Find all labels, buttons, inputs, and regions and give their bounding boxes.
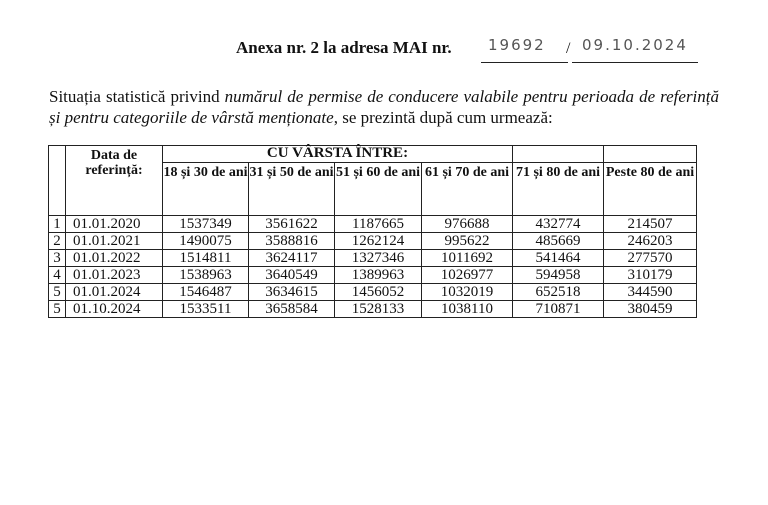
count-cell: 1533511: [163, 301, 249, 318]
intro-paragraph: [49, 86, 719, 128]
count-cell: 310179: [604, 267, 697, 284]
count-cell: 3640549: [249, 267, 335, 284]
count-cell: 1032019: [422, 284, 513, 301]
reference-date-cell: 01.01.2023: [66, 267, 163, 284]
age-column-header: 18 și 30 de ani: [163, 163, 249, 216]
count-cell: 1456052: [335, 284, 422, 301]
row-index: 1: [49, 216, 66, 233]
count-cell: 380459: [604, 301, 697, 318]
intro-text-end: , se prezintă după cum urmează:: [333, 108, 553, 127]
row-index: 5: [49, 284, 66, 301]
count-cell: 1538963: [163, 267, 249, 284]
count-cell: 1038110: [422, 301, 513, 318]
reference-date-cell: 01.01.2024: [66, 284, 163, 301]
count-cell: 541464: [513, 250, 604, 267]
row-index: 5: [49, 301, 66, 318]
count-cell: 3634615: [249, 284, 335, 301]
count-cell: 1327346: [335, 250, 422, 267]
count-cell: 652518: [513, 284, 604, 301]
empty-header-cell: [604, 146, 697, 163]
table-body: [49, 216, 697, 318]
row-index: 3: [49, 250, 66, 267]
count-cell: 344590: [604, 284, 697, 301]
statistics-table: [48, 145, 697, 318]
count-cell: 1389963: [335, 267, 422, 284]
reference-number-line: [481, 62, 568, 63]
table-row: [49, 267, 697, 284]
table-row: [49, 250, 697, 267]
table-row: [49, 284, 697, 301]
count-cell: 3658584: [249, 301, 335, 318]
count-cell: 1537349: [163, 216, 249, 233]
count-cell: 1528133: [335, 301, 422, 318]
handwritten-reference-date: 09.10.2024: [582, 36, 688, 54]
reference-date-line: [572, 62, 698, 63]
count-cell: 3624117: [249, 250, 335, 267]
table-row: [49, 216, 697, 233]
empty-header-cell: [513, 146, 604, 163]
reference-date-cell: 01.01.2022: [66, 250, 163, 267]
count-cell: 1262124: [335, 233, 422, 250]
count-cell: 485669: [513, 233, 604, 250]
row-index: 4: [49, 267, 66, 284]
reference-date-cell: 01.10.2024: [66, 301, 163, 318]
count-cell: 594958: [513, 267, 604, 284]
count-cell: 1011692: [422, 250, 513, 267]
table-header-row-1: [49, 146, 697, 163]
count-cell: 976688: [422, 216, 513, 233]
count-cell: 710871: [513, 301, 604, 318]
reference-date-cell: 01.01.2021: [66, 233, 163, 250]
count-cell: 3588816: [249, 233, 335, 250]
table-row: [49, 301, 697, 318]
reference-date-cell: 01.01.2020: [66, 216, 163, 233]
document-title: Anexa nr. 2 la adresa MAI nr.: [236, 38, 452, 57]
age-column-header: 31 și 50 de ani: [249, 163, 335, 216]
count-cell: 246203: [604, 233, 697, 250]
age-column-header: 51 și 60 de ani: [335, 163, 422, 216]
count-cell: 1546487: [163, 284, 249, 301]
reference-separator: /: [566, 40, 571, 57]
age-column-header: Peste 80 de ani: [604, 163, 697, 216]
count-cell: 1490075: [163, 233, 249, 250]
count-cell: 995622: [422, 233, 513, 250]
row-index: 2: [49, 233, 66, 250]
intro-text-start: Situația statistică privind: [49, 87, 225, 106]
table-row: [49, 233, 697, 250]
handwritten-reference-number: 19692: [488, 36, 546, 54]
index-header: [49, 146, 66, 216]
count-cell: 1514811: [163, 250, 249, 267]
age-group-header: CU VÂRSTA ÎNTRE:: [163, 146, 513, 163]
count-cell: 277570: [604, 250, 697, 267]
count-cell: 432774: [513, 216, 604, 233]
intro-text-italic: numărul de permise de conducere valabile pentru perioada de referință și pentru categoriile de vârstă menționate: [49, 87, 720, 127]
count-cell: 1026977: [422, 267, 513, 284]
date-header: Data de referință:: [66, 146, 163, 216]
age-column-header: 61 și 70 de ani: [422, 163, 513, 216]
count-cell: 214507: [604, 216, 697, 233]
count-cell: 3561622: [249, 216, 335, 233]
age-column-header: 71 și 80 de ani: [513, 163, 604, 216]
count-cell: 1187665: [335, 216, 422, 233]
